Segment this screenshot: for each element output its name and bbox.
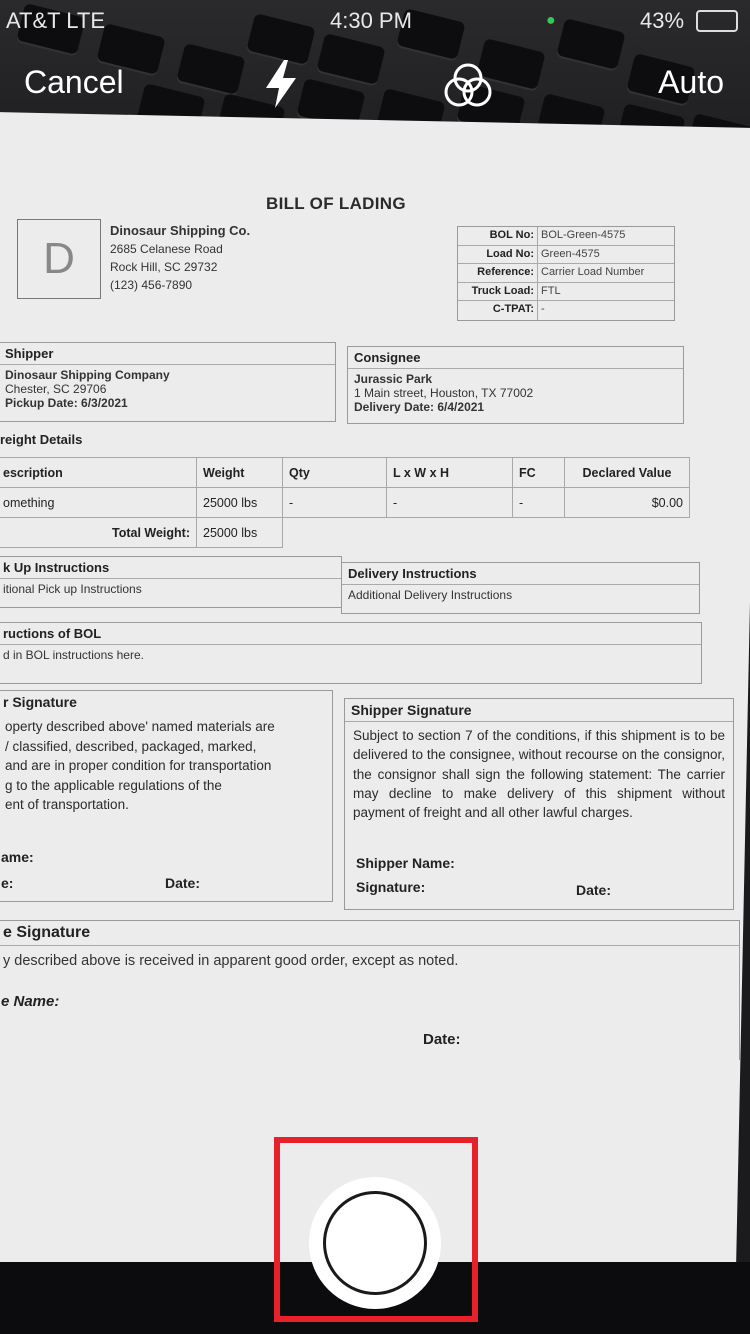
col-fc: FC (513, 458, 565, 488)
consignee-details (348, 369, 683, 417)
consignee-box (347, 346, 684, 424)
total-weight-label: Total Weight: (0, 518, 197, 548)
filters-icon[interactable] (443, 62, 493, 113)
shipper-name-label: Shipper Name: (356, 855, 455, 871)
carrier-line: g to the applicable regulations of the (5, 777, 222, 793)
carrier-date-label: Date: (165, 875, 201, 891)
company-phone: (123) 456-7890 (110, 278, 193, 292)
shipper-date-label: Date: (576, 882, 612, 898)
consignee-header: Consignee (348, 347, 683, 369)
camera-top-bar (0, 0, 750, 130)
status-time: 4:30 PM (330, 8, 412, 33)
bol-key: Truck Load: (458, 283, 538, 301)
shutter-highlight-box (274, 1137, 478, 1322)
bol-instructions-header: ructions of BOL (0, 623, 701, 645)
total-weight-value: 25000 lbs (197, 518, 283, 548)
carrier-line: operty described above' named materials are (5, 719, 275, 734)
carrier-line: and are in proper condition for transportation (5, 758, 272, 773)
cell-declared-value: $0.00 (565, 488, 690, 518)
carrier-sig-label: e: (1, 875, 14, 891)
document-title: BILL OF LADING (266, 194, 406, 213)
company-info (110, 222, 250, 294)
consignee-signature-header: e Signature (0, 921, 739, 946)
bol-key: Reference: (458, 264, 538, 282)
bol-value: BOL-Green-4575 (541, 229, 626, 241)
battery-icon (696, 10, 738, 32)
flash-icon[interactable] (262, 58, 300, 115)
consignee-name: Jurassic Park (354, 372, 433, 386)
bol-key: Load No: (458, 246, 538, 264)
company-logo: D (17, 219, 101, 299)
shipper-name: Dinosaur Shipping Company (5, 368, 170, 382)
carrier-status: AT&T LTE (6, 8, 106, 33)
cell-weight: 25000 lbs (197, 488, 283, 518)
consignee-signature-box (0, 920, 740, 1060)
company-name: Dinosaur Shipping Co. (110, 223, 251, 238)
carrier-line: ent of transportation. (5, 797, 129, 812)
carrier-signature-box (0, 690, 333, 902)
bol-value: Carrier Load Number (541, 266, 645, 278)
delivery-date: Delivery Date: 6/4/2021 (354, 400, 485, 414)
pickup-date: Pickup Date: 6/3/2021 (5, 396, 128, 410)
consignee-signature-text: y described above is received in apparent good order, except as noted. (3, 953, 459, 969)
bol-info-table (457, 226, 675, 321)
consignee-address: 1 Main street, Houston, TX 77002 (354, 386, 534, 400)
shipper-header: Shipper (0, 343, 335, 365)
col-weight: Weight (197, 458, 283, 488)
carrier-signature-text (0, 713, 332, 819)
shipper-signature-box (344, 698, 734, 910)
bol-instructions-text: d in BOL instructions here. (3, 648, 144, 662)
col-lwh: L x W x H (387, 458, 513, 488)
consignee-date-label: Date: (423, 1031, 461, 1048)
col-qty: Qty (283, 458, 387, 488)
cell-description: omething (0, 488, 197, 518)
shipper-box (0, 342, 336, 422)
cancel-button[interactable]: Cancel (24, 64, 124, 100)
shipper-signature-header: Shipper Signature (351, 702, 472, 718)
shipper-details (0, 365, 335, 413)
camera-in-use-dot: ● (546, 12, 556, 29)
empty-cell (283, 518, 690, 548)
delivery-instructions-text: Additional Delivery Instructions (348, 588, 513, 602)
cell-lwh: - (387, 488, 513, 518)
col-description: escription (0, 458, 197, 488)
bol-instructions-box (0, 622, 702, 684)
auto-capture-button[interactable]: Auto (658, 64, 724, 100)
bol-key: BOL No: (458, 227, 538, 245)
bol-value: Green-4575 (541, 247, 600, 260)
battery-percent: 43% (640, 8, 685, 33)
carrier-name-label: ame: (1, 849, 34, 865)
carrier-line: / classified, described, packaged, marked, (5, 738, 257, 754)
pickup-instructions-box (0, 556, 342, 608)
consignee-name-label: e Name: (1, 993, 60, 1010)
col-declared-value: Declared Value (565, 458, 690, 488)
shipper-signature-text: Subject to section 7 of the conditions, if this shipment is to be delivered to the consignee, without recourse on the consignor, the consignor shall sign the following statement: The carrier may decline to make delivery of this shipment without payment of freight and all other lawful charges. (345, 721, 733, 826)
carrier-signature-header: r Signature (3, 694, 77, 710)
shipper-sig-label: Signature: (356, 879, 426, 895)
delivery-instructions-header: Delivery Instructions (342, 563, 699, 585)
company-address1: 2685 Celanese Road (110, 242, 223, 256)
bol-key: C-TPAT: (458, 301, 538, 320)
bol-value: - (541, 303, 545, 315)
delivery-instructions-box (341, 562, 700, 614)
freight-table (0, 457, 690, 548)
freight-heading: reight Details (0, 432, 83, 447)
company-address2: Rock Hill, SC 29732 (110, 260, 218, 274)
pickup-instructions-text: itional Pick up Instructions (3, 582, 142, 596)
bol-value: FTL (541, 284, 561, 297)
cell-fc: - (513, 488, 565, 518)
pickup-instructions-header: k Up Instructions (0, 557, 341, 579)
cell-qty: - (283, 488, 387, 518)
shipper-city: Chester, SC 29706 (5, 382, 107, 396)
